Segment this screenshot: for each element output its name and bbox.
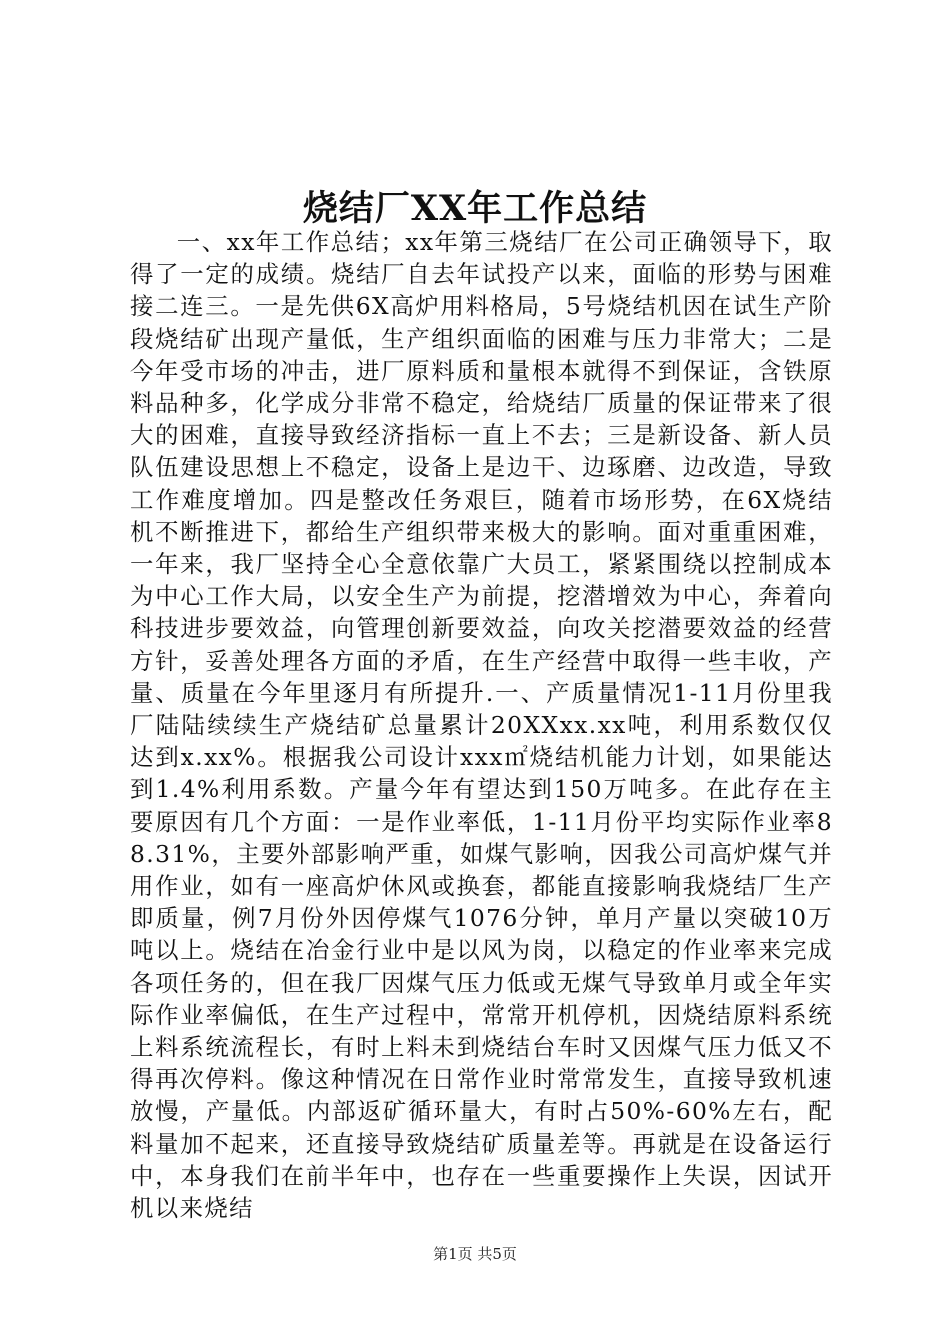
document-body-paragraph: 一、xx年工作总结；xx年第三烧结厂在公司正确领导下，取得了一定的成绩。烧结厂自去年试投产以来，面临的形势与困难接二连三。一是先供6X高炉用料格局，5号烧结机因在试生产阶段烧结矿出现产量低，生产组织面临的困难与压力非常大；二是今年受市场的冲击，进厂原料质和量根本就得不到保证，含铁原料品种多，化学成分非常不稳定，给烧结厂质量的保证带来了很大的困难，直接导致经济指标一直上不去；三是新设备、新人员队伍建设思想上不稳定，设备上是边干、边琢磨、边改造，导致工作难度增加。四是整改任务艰巨，随着市场形势，在6X烧结机不断推进下，都给生产组织带来极大的影响。面对重重困难，一年来，我厂坚持全心全意依靠广大员工，紧紧围绕以控制成本为中心工作大局，以安全生产为前提，挖潜增效为中心，奔着向科技进步要效益，向管理创新要效益，向攻关挖潜要效益的经营方针，妥善处理各方面的矛盾，在生产经营中取得一些丰收，产量、质量在今年里逐月有所提升.一、产质量情况1-11月份里我厂陆陆续续生产烧结矿总量累计20XXxx.xx吨，利用系数仅仅达到x.xx%。根据我公司设计xxx㎡烧结机能力计划，如果能达到1.4%利用系数。产量今年有望达到150万吨多。在此存在主要原因有几个方面：一是作业率低，1-11月份平均实际作业率88.31%，主要外部影响严重，如煤气影响，因我公司高炉煤气并用作业，如有一座高炉休风或换套，都能直接影响我烧结厂生产即质量，例7月份外因停煤气1076分钟，单月产量以突破10万吨以上。烧结在冶金行业中是以风为岗，以稳定的作业率来完成各项任务的，但在我厂因煤气压力低或无煤气导致单月或全年实际作业率偏低，在生产过程中，常常开机停机，因烧结原料系统上料系统流程长，有时上料未到烧结台车时又因煤气压力低又不得再次停料。像这种情况在日常作业时常常发生，直接导致机速放慢，产量低。内部返矿循环量大，有时占50%-60%左右，配料量加不起来，还直接导致烧结矿质量差等。再就是在设备运行中，本身我们在前半年中，也存在一些重要操作上失误，因试开机以来烧结 bbox=[130, 228, 833, 1223]
document-title: 烧结厂XX年工作总结 bbox=[302, 188, 648, 229]
page-number-footer: 第1页 共5页 bbox=[433, 1245, 517, 1263]
